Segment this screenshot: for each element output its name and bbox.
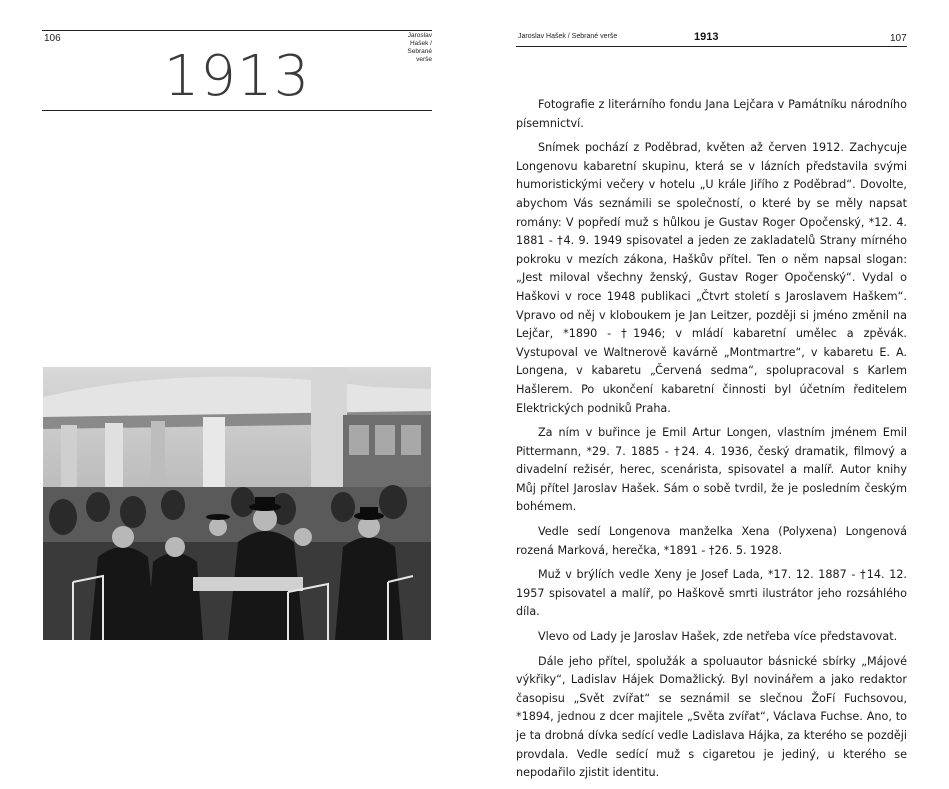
paragraph: Fotografie z literárního fondu Jana Lejčara v Památníku národního písemnictví. xyxy=(516,98,907,130)
historical-photograph xyxy=(43,367,431,640)
running-head: Jaroslav Hašek / Sebrané verše xyxy=(518,33,618,40)
page-number: 107 xyxy=(890,33,907,44)
photo-illustration xyxy=(43,367,431,640)
running-head-line: verše xyxy=(416,56,432,63)
paragraph: Vlevo od Lady je Jaroslav Hašek, zde netřeba více představovat. xyxy=(538,630,898,644)
chapter-year-title: 1913 xyxy=(163,44,311,109)
paragraph: Za ním v buřince je Emil Artur Longen, vlastním jménem Emil Pittermann, *29. 7. 1885 - †24. 4. 1936, český dramatik, filmový a divadelní režisér, herec, scenárista, spisovatel a malíř. Autor knihy Můj přítel Jaroslav Hašek. Sám o sobě tvrdil, že je posledním českým bohémem. xyxy=(516,426,907,514)
right-page xyxy=(474,0,949,780)
paragraph: Muž v brýlích vedle Xeny je Josef Lada, *17. 12. 1887 - †14. 12. 1957 spisovatel a malíř, po Haškově smrti ilustrátor jeho rozsáhlého díla. xyxy=(516,568,907,619)
paragraph: Dále jeho přítel, spolužák a spoluautor básnické sbírky „Májové výkřiky“, Ladislav Hájek Domažlický. Byl novinářem a jako redaktor časopisu „Svět zvířat“ se seznámil se slečnou ŽoFí Fuchsovou, *1894, jednou z dcer majitele „Světa zvířat“, Václava Fuchse. Ano, to je ta drobná dívka sedící vedle Ladislava Hájka, za kterého se později provdala. Vedle sedící muž s cigaretou je jediný, u kterého se nepodařilo zjistit identitu. xyxy=(516,654,907,780)
running-head-line: Sebrané xyxy=(407,48,432,55)
top-rule xyxy=(516,46,907,47)
title-rule xyxy=(42,110,432,111)
left-page xyxy=(0,0,474,693)
paragraph: Snímek pochází z Poděbrad, květen až červen 1912. Zachycuje Longenovu kabaretní skupinu, která se v lázních představila svými humoristickými večery v hotelu „U krále Jiřího z Poděbrad“. Dovolte, abychom Vás seznámili se společností, o které by se měly napsat romány: V popředí muž s hůlkou je Gustav Roger Opočenský, *12. 4. 1881 - †4. 9. 1949 spisovatel a jeden ze zakladatelů Strany mírného pokroku v mezích zákona, Haškův přítel. Ten o něm napsal slogan: „Jest miloval všechny ženský, Gustav Roger Opočenský“. Vydal o Haškovi v roce 1948 publikaci „Čtvrt století s Jaroslavem Haškem“. Vpravo od něj v kloboukem je Jan Leitzer, později si jméno změnil na Lejčar, *1890 - †1946; v mládí kabaretní umělec a zpěvák. Vystupoval ve Waltnerově kavárně „Montmartre“, v kabaretu E. A. Longena, v kabaretu „Červená sedma“, spolupracoval s Karlem Hašlerem. Po ukončení kabaretní činnosti byl účetním ředitelem Elektrických podniků Praha. xyxy=(516,141,907,415)
page-number: 106 xyxy=(44,33,61,44)
running-head-line: Hašek / xyxy=(409,40,432,47)
body-text xyxy=(516,96,907,789)
top-rule xyxy=(42,30,432,31)
running-head-line: Jaroslav xyxy=(407,32,432,39)
paragraph: Vedle sedí Longenova manželka Xena (Polyxena) Longenová rozená Marková, herečka, *1891 - †26. 5. 1928. xyxy=(516,525,907,557)
running-year: 1913 xyxy=(694,31,719,43)
